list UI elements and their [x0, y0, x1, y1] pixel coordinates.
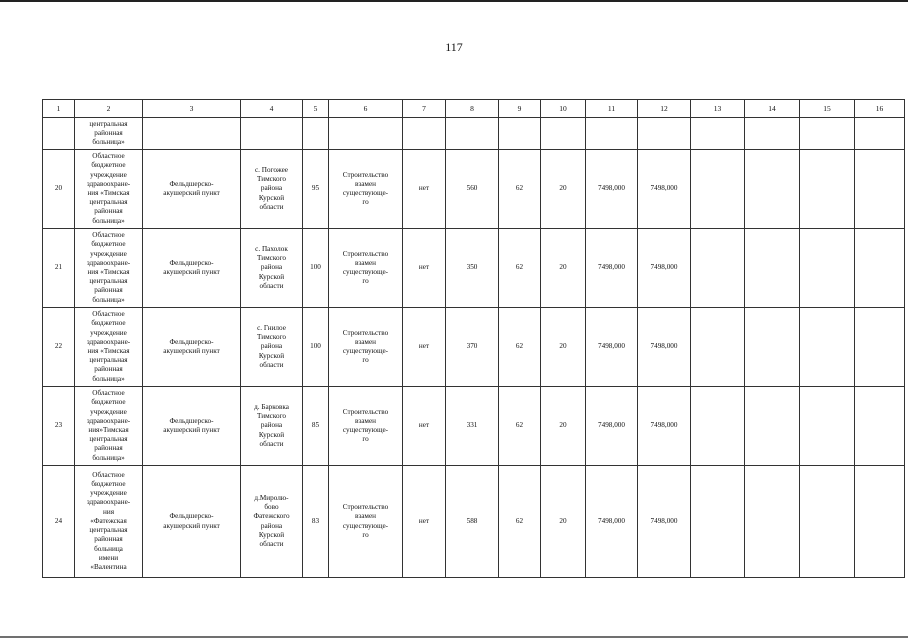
- table-cell: [745, 466, 800, 578]
- location-cell: д. Барковка Тимского района Курской области: [241, 387, 303, 466]
- table-cell: [691, 229, 745, 308]
- header-cell: 12: [638, 100, 691, 118]
- location-cell: с. Пахолок Тимского района Курской области: [241, 229, 303, 308]
- col10-cell: 20: [541, 308, 586, 387]
- header-cell: 15: [800, 100, 855, 118]
- institution-cell: Областное бюджетное учреждение здравоохране- ния «Тимская центральная районная больница»: [75, 308, 143, 387]
- table-cell: [303, 118, 329, 150]
- col8-cell: 350: [446, 229, 499, 308]
- table-row: [43, 150, 905, 229]
- work-type-cell: Строительство взамен существующе- го: [329, 229, 403, 308]
- col7-cell: нет: [403, 308, 446, 387]
- col8-cell: 560: [446, 150, 499, 229]
- continuation-row: [43, 118, 905, 150]
- institution-cell: Областное бюджетное учреждение здравоохране- ния «Тимская центральная районная больница»: [75, 150, 143, 229]
- table-cell: [800, 466, 855, 578]
- table-cell: [143, 118, 241, 150]
- col12-cell: 7498,000: [638, 387, 691, 466]
- col5-cell: 85: [303, 387, 329, 466]
- table-cell: [241, 118, 303, 150]
- institution-cell: Областное бюджетное учреждение здравоохране- ния «Тимская центральная районная больница»: [75, 229, 143, 308]
- row-number-cell: 20: [43, 150, 75, 229]
- scan-top-edge: [0, 0, 908, 2]
- header-cell: 9: [499, 100, 541, 118]
- col7-cell: нет: [403, 387, 446, 466]
- table-cell: [691, 466, 745, 578]
- table-cell: [855, 466, 905, 578]
- table-cell: [691, 150, 745, 229]
- table-cell: [745, 229, 800, 308]
- header-cell: 13: [691, 100, 745, 118]
- object-cell: Фельдшерско- акушерский пункт: [143, 466, 241, 578]
- object-cell: Фельдшерско- акушерский пункт: [143, 150, 241, 229]
- header-cell: 10: [541, 100, 586, 118]
- work-type-cell: Строительство взамен существующе- го: [329, 308, 403, 387]
- col11-cell: 7498,000: [586, 150, 638, 229]
- header-row: [43, 100, 905, 118]
- col12-cell: 7498,000: [638, 229, 691, 308]
- table-cell: [800, 387, 855, 466]
- col7-cell: нет: [403, 229, 446, 308]
- table-cell: [800, 150, 855, 229]
- col10-cell: 20: [541, 229, 586, 308]
- col5-cell: 100: [303, 308, 329, 387]
- table-cell: [855, 308, 905, 387]
- col5-cell: 95: [303, 150, 329, 229]
- col7-cell: нет: [403, 466, 446, 578]
- col8-cell: 370: [446, 308, 499, 387]
- row-number-cell: 24: [43, 466, 75, 578]
- table-cell: [691, 308, 745, 387]
- header-cell: 3: [143, 100, 241, 118]
- object-cell: Фельдшерско- акушерский пункт: [143, 229, 241, 308]
- institution-cell: Областное бюджетное учреждение здравоохране- ния «Фатежская центральная районная больница имени «Валентина: [75, 466, 143, 578]
- table-cell: [691, 387, 745, 466]
- table-cell: [586, 118, 638, 150]
- table-cell: [800, 229, 855, 308]
- header-cell: 2: [75, 100, 143, 118]
- col9-cell: 62: [499, 387, 541, 466]
- work-type-cell: Строительство взамен существующе- го: [329, 387, 403, 466]
- col8-cell: 588: [446, 466, 499, 578]
- table-cell: [745, 387, 800, 466]
- scan-bottom-edge: [0, 636, 908, 638]
- table-cell: [43, 118, 75, 150]
- col10-cell: 20: [541, 150, 586, 229]
- header-cell: 11: [586, 100, 638, 118]
- header-cell: 14: [745, 100, 800, 118]
- header-cell: 8: [446, 100, 499, 118]
- table-row: [43, 466, 905, 578]
- row-number-cell: 21: [43, 229, 75, 308]
- table-cell: [403, 118, 446, 150]
- row-number-cell: 23: [43, 387, 75, 466]
- table-cell: [855, 118, 905, 150]
- work-type-cell: Строительство взамен существующе- го: [329, 466, 403, 578]
- col11-cell: 7498,000: [586, 308, 638, 387]
- table-cell: [855, 150, 905, 229]
- data-table: [42, 99, 905, 578]
- table-cell: [329, 118, 403, 150]
- col10-cell: 20: [541, 466, 586, 578]
- location-cell: с. Погожее Тимского района Курской области: [241, 150, 303, 229]
- header-cell: 6: [329, 100, 403, 118]
- col11-cell: 7498,000: [586, 466, 638, 578]
- header-cell: 5: [303, 100, 329, 118]
- institution-cell: центральная районная больница»: [75, 118, 143, 150]
- institution-cell: Областное бюджетное учреждение здравоохране- ния»Тимская центральная районная больница»: [75, 387, 143, 466]
- col12-cell: 7498,000: [638, 150, 691, 229]
- table-row: [43, 229, 905, 308]
- object-cell: Фельдшерско- акушерский пункт: [143, 308, 241, 387]
- row-number-cell: 22: [43, 308, 75, 387]
- col10-cell: 20: [541, 387, 586, 466]
- col5-cell: 83: [303, 466, 329, 578]
- table-cell: [800, 118, 855, 150]
- work-type-cell: Строительство взамен существующе- го: [329, 150, 403, 229]
- col9-cell: 62: [499, 466, 541, 578]
- header-cell: 16: [855, 100, 905, 118]
- col5-cell: 100: [303, 229, 329, 308]
- col9-cell: 62: [499, 308, 541, 387]
- col7-cell: нет: [403, 150, 446, 229]
- table-cell: [745, 150, 800, 229]
- table-cell: [855, 229, 905, 308]
- header-cell: 7: [403, 100, 446, 118]
- col8-cell: 331: [446, 387, 499, 466]
- table-cell: [855, 387, 905, 466]
- table-cell: [800, 308, 855, 387]
- location-cell: с. Гнилое Тимского района Курской области: [241, 308, 303, 387]
- header-cell: 1: [43, 100, 75, 118]
- table-row: [43, 308, 905, 387]
- col9-cell: 62: [499, 229, 541, 308]
- table-cell: [691, 118, 745, 150]
- table-cell: [638, 118, 691, 150]
- page-number: 117: [445, 40, 463, 54]
- table-row: [43, 387, 905, 466]
- col11-cell: 7498,000: [586, 387, 638, 466]
- table-cell: [499, 118, 541, 150]
- object-cell: Фельдшерско- акушерский пункт: [143, 387, 241, 466]
- col12-cell: 7498,000: [638, 466, 691, 578]
- table-cell: [745, 118, 800, 150]
- table-cell: [541, 118, 586, 150]
- col12-cell: 7498,000: [638, 308, 691, 387]
- col9-cell: 62: [499, 150, 541, 229]
- table-cell: [745, 308, 800, 387]
- col11-cell: 7498,000: [586, 229, 638, 308]
- header-cell: 4: [241, 100, 303, 118]
- location-cell: д.Миролю- бово Фатежского района Курской области: [241, 466, 303, 578]
- table-cell: [446, 118, 499, 150]
